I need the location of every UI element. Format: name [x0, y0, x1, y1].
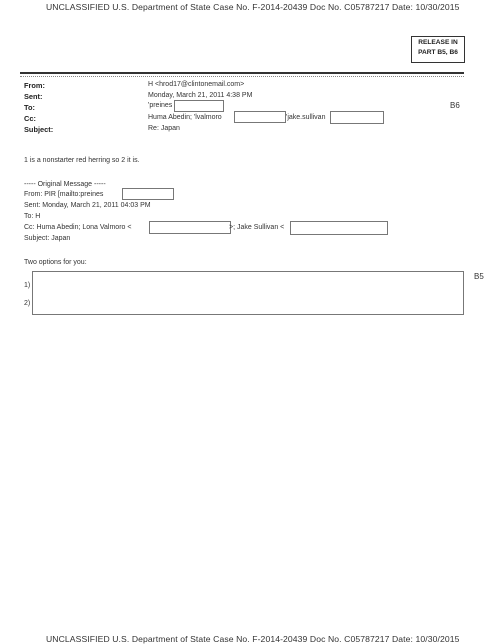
original-from: From: PIR [mailto:preines — [24, 191, 104, 198]
to-value: 'preines — [148, 102, 173, 109]
reply-text: 1 is a nonstarter red herring so 2 it is. — [24, 157, 140, 164]
original-to: To: H — [24, 213, 41, 220]
options-intro: Two options for you: — [24, 259, 87, 266]
option-1-label: 1) — [24, 282, 31, 289]
document-header: UNCLASSIFIED U.S. Department of State Case No. F-2014-20439 Doc No. C05787217 Date: 10/30/2015 — [46, 2, 460, 12]
original-cc-2: >; Jake Sullivan < — [229, 224, 285, 231]
original-cc-redaction-2 — [290, 221, 388, 235]
original-message-header: ----- Original Message ----- — [24, 181, 106, 188]
to-label: To: — [24, 103, 35, 112]
release-line-1: RELEASE IN — [418, 39, 458, 46]
header-rule-dotted — [20, 76, 464, 77]
release-line-2: PART B5, B6 — [418, 49, 458, 56]
original-cc-1: Cc: Huma Abedin; Lona Valmoro < — [24, 224, 132, 231]
sent-label: Sent: — [24, 92, 43, 101]
cc-value-1: Huma Abedin; 'lvalmoro — [148, 114, 222, 121]
b6-exemption-code: B6 — [450, 101, 460, 110]
from-label: From: — [24, 81, 45, 90]
cc-label: Cc: — [24, 114, 36, 123]
cc-value-2: 'jake.sullivan — [286, 114, 326, 121]
subject-value: Re: Japan — [148, 125, 180, 132]
subject-label: Subject: — [24, 125, 54, 134]
options-redaction — [32, 271, 464, 315]
original-cc-redaction-1 — [149, 221, 231, 234]
to-redaction — [174, 100, 224, 112]
from-value: H <hrod17@clintonemail.com> — [148, 81, 245, 88]
option-2-label: 2) — [24, 300, 31, 307]
header-rule-top — [20, 72, 464, 74]
cc-redaction-2 — [330, 111, 384, 124]
b5-exemption-code: B5 — [474, 272, 484, 281]
document-footer: UNCLASSIFIED U.S. Department of State Case No. F-2014-20439 Doc No. C05787217 Date: 10/30/2015 — [46, 634, 460, 644]
original-sent: Sent: Monday, March 21, 2011 04:03 PM — [24, 202, 151, 209]
release-stamp — [411, 36, 465, 63]
sent-value: Monday, March 21, 2011 4:38 PM — [148, 92, 253, 99]
cc-redaction-1 — [234, 111, 286, 123]
original-subject: Subject: Japan — [24, 235, 71, 242]
original-from-redaction — [122, 188, 174, 200]
